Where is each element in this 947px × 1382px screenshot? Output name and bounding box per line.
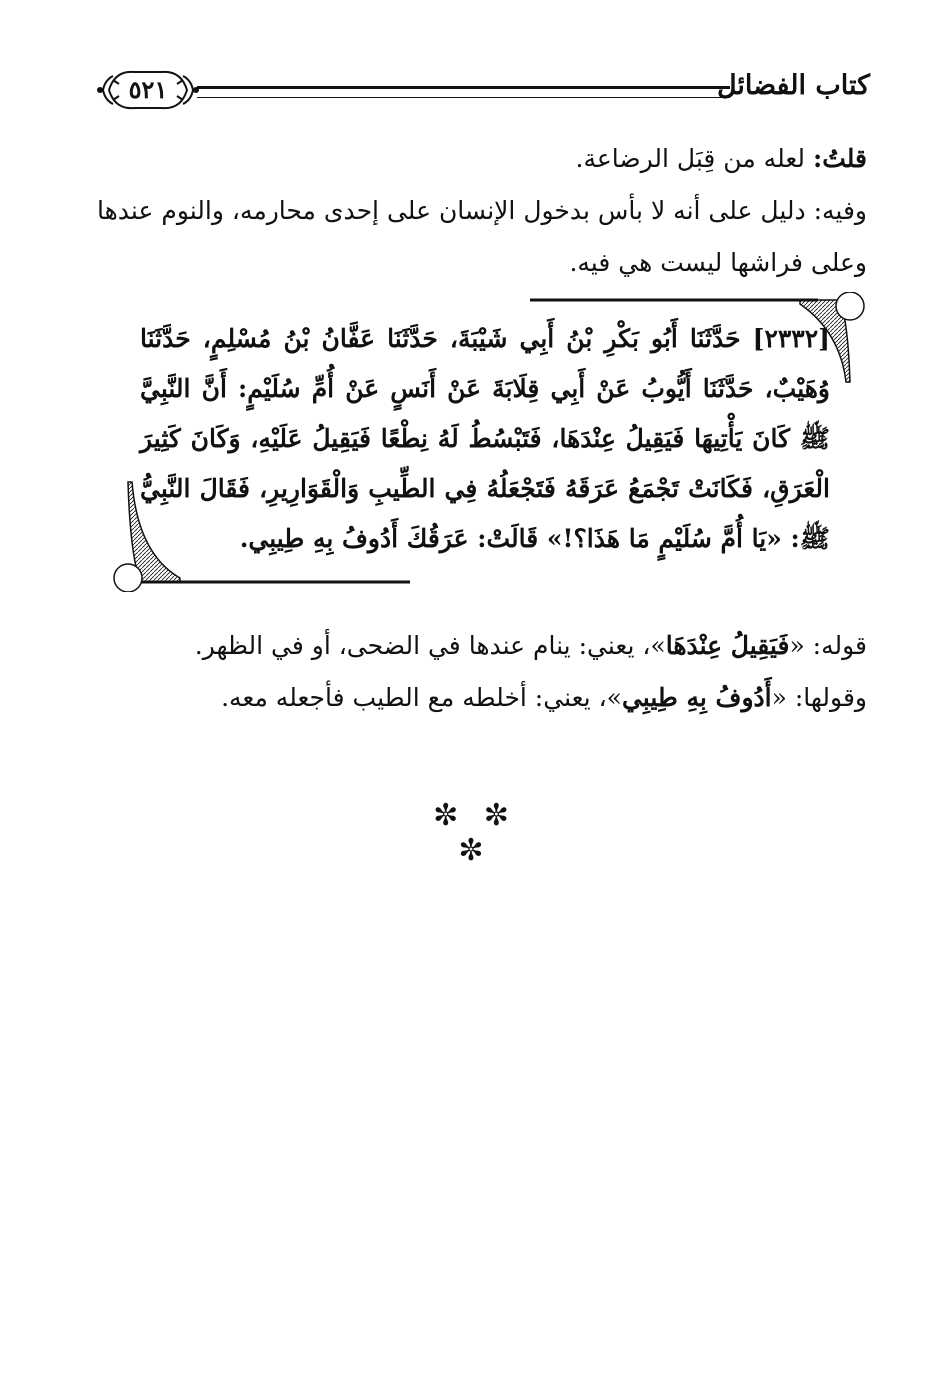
explanation-suffix: »، يعني: أخلطه مع الطيب فأجعله معه.: [221, 683, 622, 712]
explanation-paragraph-1: [97, 620, 867, 672]
hadith-text: [٢٣٣٢] حَدَّثَنَا أَبُو بَكْرِ بْنُ أَبِي شَيْبَةَ، حَدَّثَنَا عَفَّانُ بْنُ مُسْلِمٍ، حَدَّثَنَا وُهَيْبٌ، حَدَّثَنَا أَيُّوبُ عَنْ أَبِي قِلَابَةَ عَنْ أَنَسٍ عَنْ أُمِّ سُلَيْمٍ: أَنَّ النَّبِيَّ ﷺ كَانَ يَأْتِيهَا فَيَقِيلُ عِنْدَهَا، فَتَبْسُطُ لَهُ نِطْعًا فَيَقِيلُ عَلَيْهِ، وَكَانَ كَثِيرَ الْعَرَقِ، فَكَانَتْ تَجْمَعُ عَرَقَهُ فَتَجْعَلُهُ فِي الطِّيبِ وَالْقَوَارِيرِ، فَقَالَ النَّبِيُّ ﷺ: «يَا أُمَّ سُلَيْمٍ مَا هَذَا؟!» قَالَتْ: عَرَقُكَ أَدُوفُ بِهِ طِيبِي.: [140, 324, 830, 553]
page-header: [95, 58, 870, 118]
page-number: ٥٢١: [128, 75, 168, 104]
explanation-prefix: قوله: «: [789, 631, 867, 660]
explanation-quote: أَدُوفُ بِهِ طِيبِي: [621, 683, 772, 712]
comment-lead: قلتُ:: [812, 144, 867, 173]
hadith-box: [110, 292, 870, 592]
header-rule: [197, 86, 730, 98]
comment-paragraph: [97, 133, 867, 185]
page-number-badge: [95, 62, 201, 118]
section-end-ornament: ✼ ✼ ✼: [433, 798, 517, 868]
comment-text: لعله من قِبَل الرضاعة.: [575, 144, 813, 173]
explanation-suffix: »، يعني: ينام عندها في الضحى، أو في الظهر.: [194, 631, 666, 660]
chapter-title: كتاب الفضائل: [716, 70, 870, 101]
benefit-paragraph: وفيه: دليل على أنه لا بأس بدخول الإنسان على إحدى محارمه، والنوم عندها وعلى فراشها ليست هي فيه.: [97, 196, 867, 277]
explanation-prefix: وقولها: «: [771, 683, 867, 712]
explanation-paragraph-2: [97, 672, 867, 724]
explanation-quote: فَيَقِيلُ عِنْدَهَا: [665, 631, 790, 660]
